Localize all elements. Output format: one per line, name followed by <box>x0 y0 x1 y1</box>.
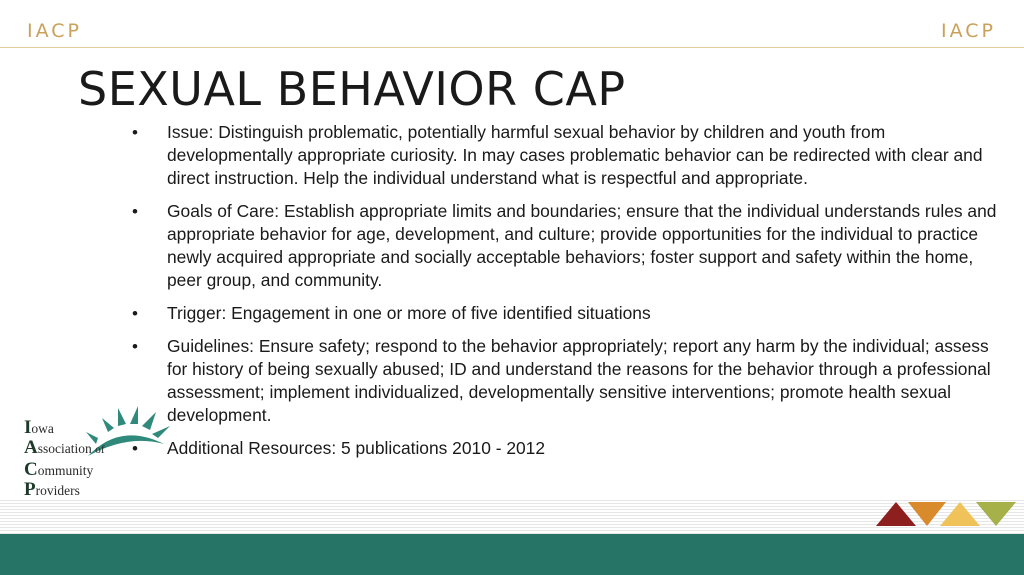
bullet-icon: • <box>132 337 138 356</box>
bullet-text: Trigger: Engagement in one or more of five identified situations <box>167 303 651 323</box>
footer-stripes <box>0 500 1024 534</box>
bullet-text: Goals of Care: Establish appropriate limits and boundaries; ensure that the individual understands rules and appropriate behavior for age, development, and culture; provide opportunities for the individual to practice newly acquired appropriate and socially acceptable behaviors; foster support and safety within the home, peer group, and community. <box>167 201 997 290</box>
footer-bar <box>0 534 1024 575</box>
triangle-ornament-icon <box>876 502 1018 526</box>
bullet-icon: • <box>132 123 138 142</box>
bullet-icon: • <box>132 202 138 221</box>
bullet-item-guidelines <box>128 335 998 427</box>
bullet-item-issue <box>128 121 998 190</box>
brand-right: IACP <box>941 20 996 42</box>
brand-left: IACP <box>27 20 82 42</box>
bullet-item-goals-of-care <box>128 200 998 292</box>
bullet-text: Guidelines: Ensure safety; respond to the behavior appropriately; report any harm by the individual; assess for history of being sexually abused; ID and understand the reasons for the behavior through a professional assessment; implement individualized, developmentally sensitive interventions; promote health sexual development. <box>167 336 991 425</box>
bullet-text: Issue: Distinguish problematic, potentially harmful sexual behavior by children and youth from developmentally appropriate curiosity. In may cases problematic behavior can be redirected with clear and direct instruction. Help the individual understand what is respectful and appropriate. <box>167 122 983 188</box>
logo-wordmark: Iowa Association of Community Providers <box>24 417 105 500</box>
bullet-list <box>128 121 998 470</box>
bullet-icon: • <box>132 304 138 323</box>
iacp-logo <box>24 404 174 498</box>
header-divider <box>0 47 1024 48</box>
bullet-text: Additional Resources: 5 publications 2010 - 2012 <box>167 438 546 458</box>
slide-title: SEXUAL BEHAVIOR CAP <box>78 62 626 116</box>
bullet-item-trigger <box>128 302 998 325</box>
bullet-icon: • <box>132 439 138 458</box>
bullet-item-additional-resources <box>128 437 998 460</box>
